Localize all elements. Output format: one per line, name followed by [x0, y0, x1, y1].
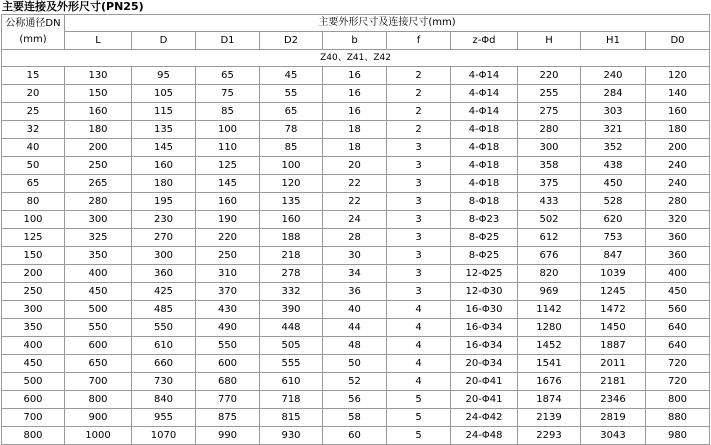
table-cell: 12-Φ25 — [451, 265, 518, 283]
table-cell: 160 — [260, 211, 323, 229]
table-cell: 65 — [196, 67, 260, 85]
table-cell: 145 — [196, 175, 260, 193]
table-cell: 980 — [646, 427, 710, 445]
table-cell: 280 — [65, 193, 132, 211]
table-cell: 24 — [323, 211, 387, 229]
table-cell: 3 — [387, 193, 451, 211]
series-row — [2, 50, 710, 67]
table-cell: 45 — [260, 67, 323, 85]
table-cell: 18 — [323, 121, 387, 139]
table-cell: 375 — [518, 175, 581, 193]
table-cell: 676 — [518, 247, 581, 265]
column-header: D0 — [646, 32, 710, 50]
dn-cell: 200 — [2, 265, 65, 283]
table-cell: 3 — [387, 247, 451, 265]
table-cell: 610 — [132, 337, 196, 355]
table-cell: 303 — [581, 103, 646, 121]
table-cell: 358 — [518, 157, 581, 175]
table-cell: 660 — [132, 355, 196, 373]
table-cell: 969 — [518, 283, 581, 301]
table-cell: 2293 — [518, 427, 581, 445]
table-row — [2, 301, 710, 319]
table-cell: 284 — [581, 85, 646, 103]
table-cell: 22 — [323, 193, 387, 211]
table-cell: 2346 — [581, 391, 646, 409]
table-cell: 505 — [260, 337, 323, 355]
table-cell: 20-Φ41 — [451, 373, 518, 391]
table-cell: 600 — [196, 355, 260, 373]
dimensions-table — [1, 14, 710, 445]
table-cell: 350 — [65, 247, 132, 265]
table-cell: 100 — [260, 157, 323, 175]
table-cell: 500 — [65, 301, 132, 319]
table-cell: 188 — [260, 229, 323, 247]
table-cell: 300 — [65, 211, 132, 229]
column-header: D — [132, 32, 196, 50]
table-cell: 85 — [260, 139, 323, 157]
table-cell: 2 — [387, 67, 451, 85]
table-row — [2, 139, 710, 157]
table-cell: 880 — [646, 409, 710, 427]
table-cell: 438 — [581, 157, 646, 175]
dn-cell: 600 — [2, 391, 65, 409]
table-row — [2, 355, 710, 373]
table-cell: 20-Φ41 — [451, 391, 518, 409]
table-cell: 433 — [518, 193, 581, 211]
table-cell: 8-Φ25 — [451, 247, 518, 265]
dn-cell: 250 — [2, 283, 65, 301]
table-cell: 820 — [518, 265, 581, 283]
column-header: z-Φd — [451, 32, 518, 50]
table-cell: 3 — [387, 265, 451, 283]
dn-header-label: 公称通径DN — [5, 18, 61, 29]
dn-header-unit: (mm) — [19, 34, 47, 45]
table-cell: 135 — [132, 121, 196, 139]
table-row — [2, 229, 710, 247]
table-cell: 360 — [132, 265, 196, 283]
table-cell: 52 — [323, 373, 387, 391]
table-cell: 3 — [387, 175, 451, 193]
table-row — [2, 409, 710, 427]
table-cell: 720 — [646, 373, 710, 391]
dn-cell: 300 — [2, 301, 65, 319]
table-cell: 150 — [65, 85, 132, 103]
table-cell: 105 — [132, 85, 196, 103]
table-cell: 2181 — [581, 373, 646, 391]
table-cell: 640 — [646, 319, 710, 337]
table-cell: 4-Φ18 — [451, 157, 518, 175]
table-row — [2, 391, 710, 409]
table-cell: 190 — [196, 211, 260, 229]
table-cell: 28 — [323, 229, 387, 247]
table-cell: 220 — [196, 229, 260, 247]
table-cell: 44 — [323, 319, 387, 337]
table-cell: 250 — [65, 157, 132, 175]
table-cell: 16-Φ34 — [451, 337, 518, 355]
column-header: D1 — [196, 32, 260, 50]
table-cell: 1676 — [518, 373, 581, 391]
table-cell: 390 — [260, 301, 323, 319]
table-cell: 50 — [323, 355, 387, 373]
column-header: D2 — [260, 32, 323, 50]
table-cell: 3 — [387, 283, 451, 301]
table-cell: 620 — [581, 211, 646, 229]
column-header: L — [65, 32, 132, 50]
table-cell: 280 — [646, 193, 710, 211]
table-cell: 230 — [132, 211, 196, 229]
dn-column-header — [2, 15, 65, 50]
table-cell: 55 — [260, 85, 323, 103]
table-cell: 720 — [646, 355, 710, 373]
group-header: 主要外形尺寸及连接尺寸(mm) — [65, 15, 710, 32]
dn-cell: 150 — [2, 247, 65, 265]
table-cell: 20 — [323, 157, 387, 175]
dn-cell: 400 — [2, 337, 65, 355]
series-label: Z40、Z41、Z42 — [2, 50, 710, 67]
table-cell: 120 — [260, 175, 323, 193]
table-cell: 40 — [323, 301, 387, 319]
table-row — [2, 103, 710, 121]
table-cell: 640 — [646, 337, 710, 355]
table-cell: 1039 — [581, 265, 646, 283]
table-cell: 160 — [196, 193, 260, 211]
table-cell: 450 — [581, 175, 646, 193]
table-cell: 2819 — [581, 409, 646, 427]
table-cell: 400 — [65, 265, 132, 283]
table-row — [2, 373, 710, 391]
table-cell: 75 — [196, 85, 260, 103]
table-cell: 78 — [260, 121, 323, 139]
table-cell: 555 — [260, 355, 323, 373]
dn-cell: 20 — [2, 85, 65, 103]
table-cell: 16-Φ30 — [451, 301, 518, 319]
table-cell: 8-Φ18 — [451, 193, 518, 211]
table-cell: 12-Φ30 — [451, 283, 518, 301]
table-cell: 332 — [260, 283, 323, 301]
table-row — [2, 319, 710, 337]
table-cell: 18 — [323, 139, 387, 157]
table-cell: 180 — [132, 175, 196, 193]
table-cell: 550 — [132, 319, 196, 337]
table-cell: 20-Φ34 — [451, 355, 518, 373]
table-cell: 450 — [65, 283, 132, 301]
table-cell: 1887 — [581, 337, 646, 355]
table-cell: 1874 — [518, 391, 581, 409]
table-cell: 3 — [387, 211, 451, 229]
table-cell: 1280 — [518, 319, 581, 337]
table-row — [2, 283, 710, 301]
table-cell: 4 — [387, 373, 451, 391]
table-row — [2, 193, 710, 211]
dn-cell: 80 — [2, 193, 65, 211]
table-cell: 36 — [323, 283, 387, 301]
table-cell: 528 — [581, 193, 646, 211]
dn-cell: 40 — [2, 139, 65, 157]
table-cell: 5 — [387, 427, 451, 445]
table-cell: 16-Φ34 — [451, 319, 518, 337]
table-cell: 195 — [132, 193, 196, 211]
table-cell: 3 — [387, 139, 451, 157]
table-cell: 160 — [65, 103, 132, 121]
table-cell: 840 — [132, 391, 196, 409]
table-row — [2, 85, 710, 103]
dn-cell: 450 — [2, 355, 65, 373]
dn-cell: 350 — [2, 319, 65, 337]
table-cell: 612 — [518, 229, 581, 247]
table-cell: 770 — [196, 391, 260, 409]
dn-cell: 100 — [2, 211, 65, 229]
table-cell: 125 — [196, 157, 260, 175]
table-cell: 2 — [387, 121, 451, 139]
table-cell: 8-Φ23 — [451, 211, 518, 229]
table-cell: 321 — [581, 121, 646, 139]
table-cell: 560 — [646, 301, 710, 319]
table-cell: 352 — [581, 139, 646, 157]
table-cell: 990 — [196, 427, 260, 445]
table-cell: 3 — [387, 229, 451, 247]
table-cell: 2011 — [581, 355, 646, 373]
table-row — [2, 121, 710, 139]
table-row — [2, 175, 710, 193]
table-cell: 502 — [518, 211, 581, 229]
table-cell: 450 — [646, 283, 710, 301]
page-title: 主要连接及外形尺寸(PN25) — [2, 0, 144, 13]
table-cell: 600 — [65, 337, 132, 355]
table-cell: 180 — [65, 121, 132, 139]
table-cell: 22 — [323, 175, 387, 193]
table-cell: 310 — [196, 265, 260, 283]
table-cell: 2139 — [518, 409, 581, 427]
table-cell: 100 — [196, 121, 260, 139]
table-cell: 485 — [132, 301, 196, 319]
table-cell: 4 — [387, 355, 451, 373]
table-row — [2, 211, 710, 229]
table-cell: 4-Φ14 — [451, 103, 518, 121]
table-cell: 265 — [65, 175, 132, 193]
header-row-columns — [2, 32, 710, 50]
table-cell: 2 — [387, 85, 451, 103]
table-cell: 58 — [323, 409, 387, 427]
column-header: H — [518, 32, 581, 50]
table-cell: 240 — [646, 157, 710, 175]
table-cell: 847 — [581, 247, 646, 265]
column-header: H1 — [581, 32, 646, 50]
table-cell: 255 — [518, 85, 581, 103]
table-cell: 130 — [65, 67, 132, 85]
column-header: b — [323, 32, 387, 50]
table-cell: 370 — [196, 283, 260, 301]
table-cell: 280 — [518, 121, 581, 139]
table-cell: 16 — [323, 67, 387, 85]
table-cell: 5 — [387, 409, 451, 427]
table-cell: 56 — [323, 391, 387, 409]
table-cell: 3043 — [581, 427, 646, 445]
table-cell: 360 — [646, 247, 710, 265]
dn-cell: 25 — [2, 103, 65, 121]
table-cell: 110 — [196, 139, 260, 157]
table-cell: 1070 — [132, 427, 196, 445]
table-cell: 16 — [323, 103, 387, 121]
table-cell: 180 — [646, 121, 710, 139]
table-cell: 24-Φ48 — [451, 427, 518, 445]
table-cell: 4-Φ18 — [451, 139, 518, 157]
table-cell: 680 — [196, 373, 260, 391]
table-cell: 1452 — [518, 337, 581, 355]
table-cell: 160 — [646, 103, 710, 121]
dn-cell: 500 — [2, 373, 65, 391]
table-cell: 430 — [196, 301, 260, 319]
dn-cell: 800 — [2, 427, 65, 445]
table-cell: 16 — [323, 85, 387, 103]
table-cell: 240 — [581, 67, 646, 85]
table-cell: 1450 — [581, 319, 646, 337]
table-cell: 65 — [260, 103, 323, 121]
table-cell: 900 — [65, 409, 132, 427]
table-row — [2, 67, 710, 85]
table-cell: 700 — [65, 373, 132, 391]
table-cell: 4-Φ14 — [451, 85, 518, 103]
table-cell: 4 — [387, 301, 451, 319]
table-cell: 85 — [196, 103, 260, 121]
table-cell: 550 — [65, 319, 132, 337]
table-row — [2, 337, 710, 355]
table-cell: 115 — [132, 103, 196, 121]
table-cell: 8-Φ25 — [451, 229, 518, 247]
table-cell: 320 — [646, 211, 710, 229]
table-cell: 140 — [646, 85, 710, 103]
table-cell: 1142 — [518, 301, 581, 319]
table-cell: 250 — [196, 247, 260, 265]
table-cell: 120 — [646, 67, 710, 85]
table-cell: 24-Φ42 — [451, 409, 518, 427]
dn-cell: 125 — [2, 229, 65, 247]
table-cell: 220 — [518, 67, 581, 85]
table-cell: 60 — [323, 427, 387, 445]
dn-cell: 32 — [2, 121, 65, 139]
table-cell: 930 — [260, 427, 323, 445]
table-cell: 753 — [581, 229, 646, 247]
table-cell: 490 — [196, 319, 260, 337]
table-cell: 135 — [260, 193, 323, 211]
table-cell: 400 — [646, 265, 710, 283]
table-cell: 218 — [260, 247, 323, 265]
dn-cell: 15 — [2, 67, 65, 85]
table-cell: 425 — [132, 283, 196, 301]
table-cell: 1541 — [518, 355, 581, 373]
dn-cell: 65 — [2, 175, 65, 193]
table-cell: 718 — [260, 391, 323, 409]
dn-cell: 50 — [2, 157, 65, 175]
table-cell: 5 — [387, 391, 451, 409]
table-cell: 278 — [260, 265, 323, 283]
table-cell: 730 — [132, 373, 196, 391]
table-cell: 34 — [323, 265, 387, 283]
column-header: f — [387, 32, 451, 50]
table-cell: 4-Φ18 — [451, 175, 518, 193]
table-cell: 1000 — [65, 427, 132, 445]
dn-cell: 700 — [2, 409, 65, 427]
table-cell: 800 — [65, 391, 132, 409]
table-cell: 145 — [132, 139, 196, 157]
table-cell: 95 — [132, 67, 196, 85]
table-cell: 1245 — [581, 283, 646, 301]
table-cell: 325 — [65, 229, 132, 247]
table-cell: 30 — [323, 247, 387, 265]
table-cell: 360 — [646, 229, 710, 247]
table-cell: 300 — [518, 139, 581, 157]
table-cell: 550 — [196, 337, 260, 355]
table-row — [2, 247, 710, 265]
table-cell: 1472 — [581, 301, 646, 319]
header-row-group — [2, 15, 710, 32]
table-cell: 200 — [646, 139, 710, 157]
table-cell: 3 — [387, 157, 451, 175]
table-cell: 800 — [646, 391, 710, 409]
table-cell: 2 — [387, 103, 451, 121]
table-cell: 875 — [196, 409, 260, 427]
table-cell: 815 — [260, 409, 323, 427]
table-row — [2, 157, 710, 175]
table-cell: 48 — [323, 337, 387, 355]
table-cell: 160 — [132, 157, 196, 175]
table-cell: 448 — [260, 319, 323, 337]
table-cell: 270 — [132, 229, 196, 247]
table-cell: 4 — [387, 319, 451, 337]
table-cell: 4-Φ18 — [451, 121, 518, 139]
table-row — [2, 265, 710, 283]
table-cell: 650 — [65, 355, 132, 373]
table-cell: 955 — [132, 409, 196, 427]
table-cell: 200 — [65, 139, 132, 157]
table-cell: 300 — [132, 247, 196, 265]
table-cell: 275 — [518, 103, 581, 121]
table-row — [2, 427, 710, 445]
table-cell: 610 — [260, 373, 323, 391]
table-cell: 4-Φ14 — [451, 67, 518, 85]
table-cell: 240 — [646, 175, 710, 193]
table-cell: 4 — [387, 337, 451, 355]
